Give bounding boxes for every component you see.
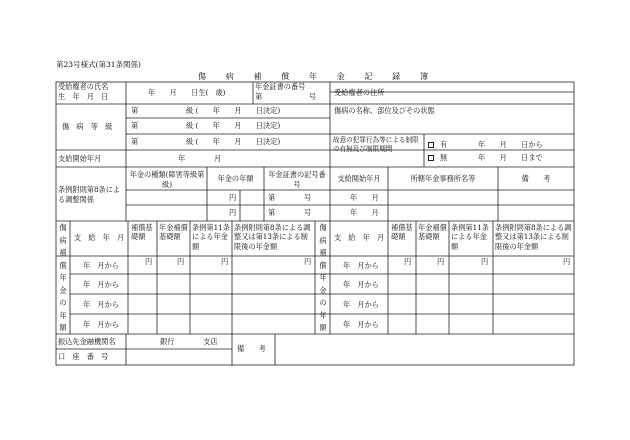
- yen-unit: 円: [304, 257, 312, 266]
- cert-number-label: 年金証書の番号: [255, 82, 306, 91]
- pension-amount-label: 年金の年額: [217, 174, 254, 183]
- grade-value: 級 ( 年 月 日決定): [186, 106, 281, 115]
- bank-remarks-label: 備 考: [237, 344, 266, 353]
- yen-unit: 円: [481, 257, 489, 266]
- title-char: 簿: [420, 72, 428, 81]
- grade-prefix: 第: [131, 137, 139, 146]
- base-amount-header: 補償基礎額: [391, 223, 413, 242]
- adjustment-amount: 円: [229, 208, 237, 217]
- pension-base-header: 年金補償基礎額: [418, 223, 447, 242]
- row-from: 年 月から: [343, 261, 379, 270]
- title-char: 傷: [198, 72, 206, 81]
- row-from: 年 月から: [343, 320, 379, 329]
- row-from: 年 月から: [343, 280, 379, 289]
- yen-unit: 円: [437, 257, 445, 266]
- after-limit-header: 条例附則第8条による調整又は第13条による制限後の年金額: [234, 223, 311, 251]
- payment-start-value: 年 月: [178, 154, 222, 163]
- title-char: 記: [364, 72, 373, 81]
- yen-unit: 円: [563, 257, 571, 266]
- form-number: 第23号様式(第31条関係): [56, 60, 141, 69]
- yen-unit: 円: [177, 257, 185, 266]
- title-char: 年: [309, 72, 317, 81]
- adjustment-cert: 第 号: [268, 208, 312, 217]
- title-char: 金: [336, 72, 345, 81]
- row-from: 年 月から: [83, 300, 119, 309]
- period-label: 支 給 年 月: [73, 233, 125, 242]
- grade-value: 級 ( 年 月 日決定): [186, 121, 281, 130]
- payment-start-label: 支給開始年月: [58, 154, 102, 163]
- grade-prefix: 第: [131, 121, 139, 130]
- grade-value: 級 ( 年 月 日決定): [186, 137, 281, 146]
- title-char: 病: [225, 72, 234, 81]
- yes-period: 年 月 日から: [478, 140, 543, 149]
- row-from: 年 月から: [83, 261, 119, 270]
- account-label: 口 座 番 号: [58, 352, 109, 361]
- art11-header: 条例第11条による年金額: [192, 223, 230, 251]
- adjustment-label: 条例附則第8条による調整関係: [58, 185, 121, 204]
- art11-header: 条例第11条による年金額: [451, 223, 489, 251]
- adjustment-amount: 円: [229, 193, 237, 202]
- bank-value: 銀行 支店: [160, 337, 218, 346]
- adjustment-date: 年 月: [350, 208, 379, 217]
- adjustment-start-label: 支給開始年月: [337, 174, 381, 183]
- no-checkbox[interactable]: [428, 155, 434, 161]
- annual-vertical-label-right: 傷 病 補 償 年 金 の 年 額: [319, 223, 327, 332]
- birth-label: 生 年 月 日: [58, 92, 109, 101]
- row-from: 年 月から: [83, 280, 119, 289]
- pension-type-label: 年金の種類(障害等級第 級): [129, 170, 212, 189]
- title-char: 録: [392, 72, 401, 81]
- adjustment-cert: 第 号: [268, 193, 312, 202]
- after-limit-header: 条例附則第8条による調整又は第13条による制限後の年金額: [495, 223, 572, 251]
- title-char: 償: [281, 72, 290, 81]
- title-char: 補: [253, 72, 262, 81]
- grade-label: 傷 病 等 級: [62, 122, 113, 131]
- base-amount-header: 補償基礎額: [131, 223, 153, 242]
- adjustment-remarks-label: 備 考: [521, 174, 551, 183]
- address-label: 受給権者の住所: [334, 88, 385, 97]
- row-from: 年 月から: [343, 300, 379, 309]
- pension-office-label: 所轄年金事務所名等: [410, 174, 476, 183]
- annual-vertical-label-left: 傷 病 補 償 年 金 の 年 額: [59, 223, 67, 332]
- adjustment-date: 年 月: [350, 193, 379, 202]
- form-title: [198, 71, 428, 81]
- yen-unit: 円: [145, 257, 153, 266]
- injury-state-label: 傷病の名称、部位及びその状態: [334, 106, 435, 115]
- pension-base-header: 年金補償基礎額: [159, 223, 188, 242]
- bank-label: 振込先金融機関名: [58, 337, 116, 346]
- name-label: 受給権者の氏名: [58, 82, 109, 91]
- pension-cert-label: 年金証書の記号番号: [268, 170, 326, 189]
- yes-checkbox[interactable]: [428, 142, 434, 148]
- row-from: 年 月から: [83, 320, 119, 329]
- birth-value: 年 月 日生( 歳): [148, 88, 226, 97]
- no-period: 年 月 日まで: [478, 153, 543, 162]
- yen-unit: 円: [404, 257, 412, 266]
- cert-number-value: 第 号: [255, 92, 317, 101]
- yen-unit: 円: [221, 257, 229, 266]
- crime-restriction-label: 故意の犯罪行為等による制限の有無及び制限期間: [333, 136, 419, 153]
- period-label: 支 給 年 月: [333, 233, 385, 242]
- yes-label: 有: [440, 140, 448, 149]
- grade-prefix: 第: [131, 106, 139, 115]
- no-label: 無: [440, 153, 448, 162]
